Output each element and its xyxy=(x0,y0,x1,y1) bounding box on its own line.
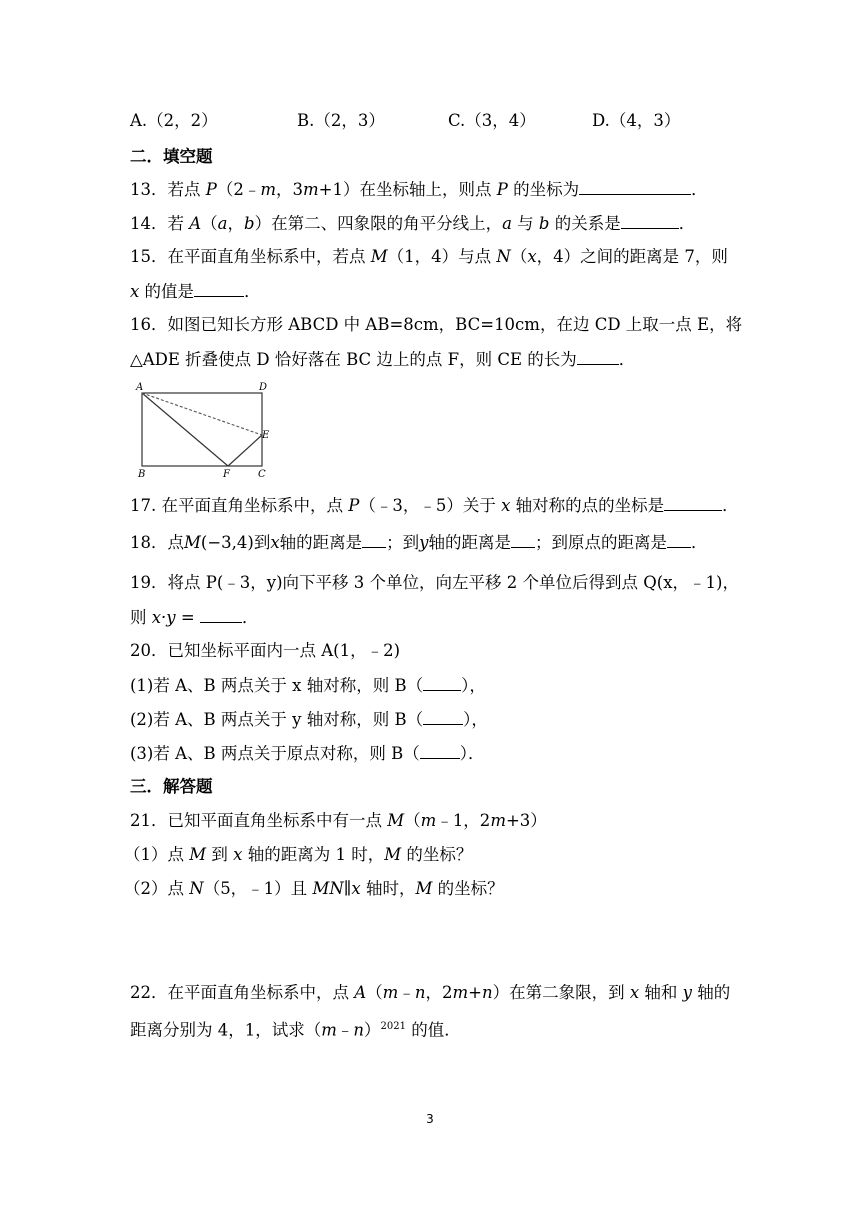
label-d: D xyxy=(259,382,268,393)
question-19-line2: 则 x·y = ． xyxy=(130,608,259,627)
question-18: 18．点M(−3,4)到x轴的距离是 ；到y轴的距离是 ；到原点的距离是 ． xyxy=(130,533,708,552)
section-fill-in-heading: 二．填空题 xyxy=(130,147,213,166)
question-20-part1: (1)若 A、B 两点关于 x 轴对称，则 B（ ）， xyxy=(130,676,486,695)
answer-blank xyxy=(362,531,386,548)
question-16-line1: 16．如图已知长方形 ABCD 中 AB=8cm，BC=10cm，在边 CD 上取一点 E，将 xyxy=(130,315,743,334)
answer-blank xyxy=(579,178,691,195)
question-20-part2: (2)若 A、B 两点关于 y 轴对称，则 B（ ）， xyxy=(130,710,488,729)
label-c: C xyxy=(258,469,266,478)
rectangle-abcd xyxy=(142,393,262,466)
question-15-line1: 15．在平面直角坐标系中，若点 M（1，4）与点 N（x，4）之间的距离是 7，则 xyxy=(130,247,728,266)
label-b: B xyxy=(138,469,146,478)
answer-blank xyxy=(194,280,244,297)
segment-ae-dashed xyxy=(142,393,262,435)
section-solve-heading: 三．解答题 xyxy=(130,777,213,796)
question-22-line2: 距离分别为 4，1，试求（m﹣n）$^{2021}$ 的值． xyxy=(130,1020,461,1040)
question-17: 17. 在平面直角坐标系中，点 P（﹣3，﹣5）关于 x 轴对称的点的坐标是 ． xyxy=(130,496,739,515)
rectangle-fold-figure xyxy=(134,378,284,478)
option-a: A.（2，2） xyxy=(130,111,218,130)
question-22-line1: 22．在平面直角坐标系中，点 A（m﹣n，2m+n）在第二象限，到 x 轴和 y 轴的 xyxy=(130,983,731,1002)
question-15-line2: x 的值是 ． xyxy=(130,282,261,301)
answer-blank xyxy=(200,606,242,623)
question-13: 13．若点 P（2﹣m，3m+1）在坐标轴上，则点 P 的坐标为 ． xyxy=(130,180,708,199)
segment-af xyxy=(142,393,228,466)
label-e: E xyxy=(262,430,270,441)
option-c: C.（3，4） xyxy=(448,111,536,130)
answer-blank xyxy=(420,742,460,759)
question-20: 20．已知坐标平面内一点 A(1，﹣2) xyxy=(130,641,401,660)
question-16-line2: △ADE 折叠使点 D 恰好落在 BC 边上的点 F，则 CE 的长为 ． xyxy=(130,350,636,369)
question-21: 21．已知平面直角坐标系中有一点 M（m﹣1，2m+3） xyxy=(130,811,547,830)
page-number: 3 xyxy=(426,1112,434,1126)
answer-blank xyxy=(621,212,679,229)
answer-blank xyxy=(423,708,463,725)
question-20-part3: (3)若 A、B 两点关于原点对称，则 B（ ）． xyxy=(130,744,485,763)
label-f: F xyxy=(223,469,230,478)
question-19-line1: 19．将点 P(﹣3，y)向下平移 3 个单位，向左平移 2 个单位后得到点 Q(x，﹣1)， xyxy=(130,573,739,592)
question-21-part1: （1）点 M 到 x 轴的距离为 1 时，M 的坐标？ xyxy=(124,845,473,864)
answer-blank xyxy=(577,348,619,365)
answer-blank xyxy=(423,674,461,691)
option-d: D.（4，3） xyxy=(592,111,681,130)
segment-fe xyxy=(228,435,262,466)
option-b: B.（2，3） xyxy=(297,111,385,130)
question-14: 14．若 A（a，b）在第二、四象限的角平分线上，a 与 b 的关系是 ． xyxy=(130,214,696,233)
label-a: A xyxy=(136,382,144,393)
question-21-part2: （2）点 N（5，﹣1）且 MN∥x 轴时，M 的坐标？ xyxy=(124,879,504,898)
answer-blank xyxy=(511,531,535,548)
answer-blank xyxy=(667,531,691,548)
answer-blank xyxy=(664,494,722,511)
